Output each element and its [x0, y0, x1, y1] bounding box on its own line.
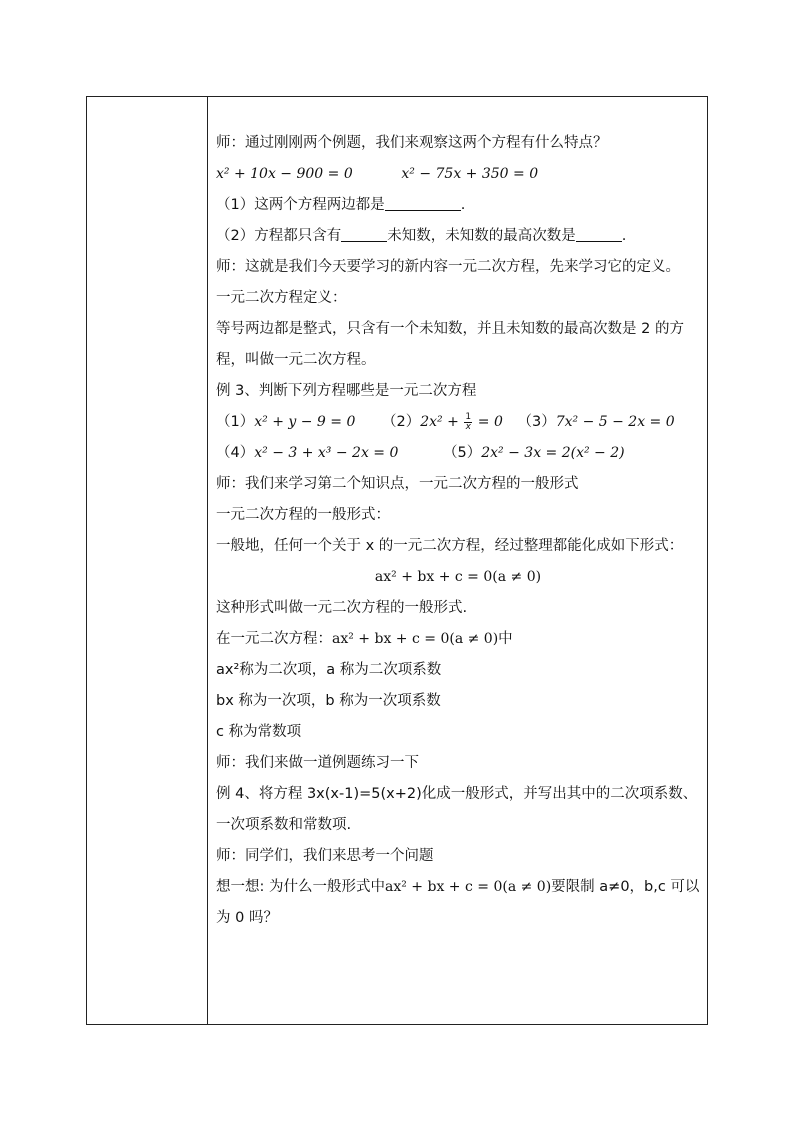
- term-quadratic: ax²称为二次项，a 称为二次项系数: [216, 662, 442, 678]
- example-3-title: 例 3、判断下列方程哪些是一元二次方程: [216, 383, 477, 399]
- answer-blank: [576, 227, 622, 242]
- question-2: （2）方程都只含有 未知数，未知数的最高次数是 .: [216, 228, 627, 244]
- general-form-body: 一般地，任何一个关于 x 的一元二次方程，经过整理都能化成如下形式：: [216, 538, 684, 554]
- think-question: 想一想: 为什么一般形式中ax² + bx + c = 0(a ≠ 0)要限制 a≠0，b,c 可以为 0 吗？: [216, 879, 700, 926]
- equation-2: x² − 75x + 350 = 0: [401, 166, 539, 182]
- answer-blank: [385, 196, 461, 211]
- definition-title: 一元二次方程定义：: [216, 290, 347, 306]
- general-form-name: 这种形式叫做一元二次方程的一般形式.: [216, 600, 468, 616]
- example-4: 例 4、将方程 3x(x-1)=5(x+2)化成一般形式，并写出其中的二次项系数、一次项系数和常数项.: [216, 786, 698, 833]
- teacher-line-intro: 师：这就是我们今天要学习的新内容一元二次方程，先来学习它的定义。: [216, 259, 680, 275]
- teacher-line-practice: 师：我们来做一道例题练习一下: [216, 755, 419, 771]
- teacher-line-second: 师：我们来学习第二个知识点，一元二次方程的一般形式: [216, 476, 579, 492]
- equation-1: x² + 10x − 900 = 0: [216, 166, 353, 182]
- example-3-row-1: （1）x² + y − 9 = 0 （2）2x² + $\frac{1}{x}$ = 0 （3）7x² − 5 − 2x = 0: [216, 411, 675, 432]
- question-1: （1）这两个方程两边都是 .: [216, 197, 466, 213]
- general-form-title: 一元二次方程的一般形式：: [216, 507, 390, 523]
- term-constant: c 称为常数项: [216, 724, 302, 740]
- example-3-row-2: （4）x² − 3 + x³ − 2x = 0 （5）2x² − 3x = 2(x² − 2): [216, 445, 625, 461]
- teacher-line-observe: 师：通过刚刚两个例题，我们来观察这两个方程有什么特点？: [216, 135, 608, 151]
- in-equation-line: 在一元二次方程：ax² + bx + c = 0(a ≠ 0)中: [216, 631, 513, 647]
- example-equations: [216, 159, 700, 190]
- teacher-line-think: 师：同学们，我们来思考一个问题: [216, 848, 434, 864]
- lesson-content: [216, 128, 700, 934]
- term-linear: bx 称为一次项，b 称为一次项系数: [216, 693, 441, 709]
- table-column-divider: [207, 96, 208, 1025]
- fraction: $\frac{1}{x}$: [465, 411, 472, 432]
- general-form-equation: ax² + bx + c = 0(a ≠ 0): [374, 569, 542, 585]
- answer-blank: [341, 227, 387, 242]
- definition-body: 等号两边都是整式，只含有一个未知数，并且未知数的最高次数是 2 的方程，叫做一元二次方程。: [216, 321, 684, 368]
